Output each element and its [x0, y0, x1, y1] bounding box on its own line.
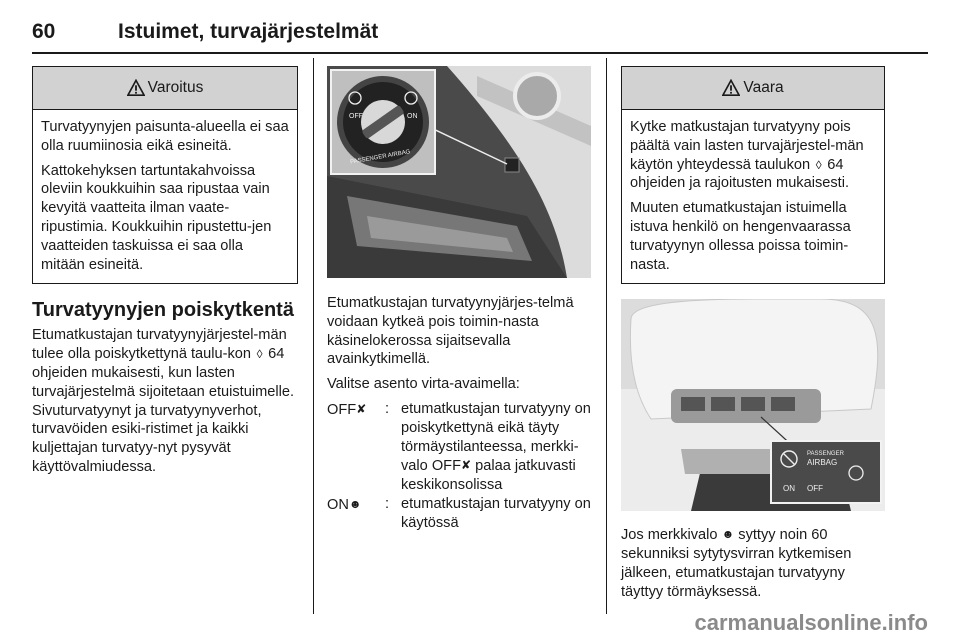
danger-triangle-icon [722, 79, 740, 97]
page-header [32, 0, 928, 54]
section-body-text: Etumatkustajan turvatyynyjärjestel-män tulee olla poiskytkettynä taulu-kon [32, 327, 287, 363]
definition-off: OFF✘ : etumatkustajan turvatyyny on poiskytkettynä eikä täyty törmäystilanteessa, merkki-valo OFF✘ palaa jatkuvasti keskikonsolissa [327, 400, 591, 494]
definition-term-text: ON [327, 496, 349, 513]
passenger-airbag-label: PASSENGER AIRBAG [349, 149, 411, 166]
definition-term-text: OFF [327, 401, 357, 418]
off-label: OFF [807, 484, 823, 494]
danger-paragraph: Kytke matkustajan turvatyyny pois päältä vain lasten turvajärjestel-män käytön yhteydessä taulukon ◊ 64 ohjeiden ja rajoitusten mukaisesti. [630, 119, 864, 192]
section-body-text: 64 ohjeiden mukaisesti, kun lasten turvajärjestelmä sijoitetaan etuistuimelle. Sivuturvatyynyt ja turvatyynyverhot, turvavöiden esiki-ristimet ja kaikki kuljettajan turvatyy-nyt pysyvät käyttövalmiudessa. [32, 346, 294, 475]
chapter-title: Istuimet, turvajärjestelmät [118, 20, 379, 43]
danger-paragraph: Muuten etumatkustajan istuimella istuva henkilö on hengenvaarassa turvatyynyn ollessa poissa toimin-nasta. [630, 200, 851, 273]
switch-off-label: OFF [349, 113, 363, 120]
column-right [621, 66, 885, 608]
figure-caption: Jos merkkivalo ☻ syttyy noin 60 sekunniksi sytytysvirran kytkemisen jälkeen, etumatkustajan turvatyyny täyttyy törmäyksessä. [621, 527, 852, 600]
airbag-on-icon: ☻ [721, 527, 735, 542]
column-divider [606, 58, 607, 614]
switch-on-label: ON [407, 113, 418, 120]
watermark: carmanualsonline.info [694, 610, 928, 635]
page-number: 60 [32, 20, 56, 43]
switch-intro: Valitse asento virta-avaimella: [327, 376, 520, 393]
danger-box [621, 66, 885, 284]
page-reference-icon: ◊ [815, 157, 822, 172]
definition-term [327, 495, 385, 533]
section-body [32, 326, 298, 476]
definition-desc: etumatkustajan turvatyyny on käytössä [401, 495, 591, 531]
definition-desc: etumatkustajan turvatyyny on poiskytkettynä eikä täyty törmäystilanteessa, merkki-valo OFF✘ palaa jatkuvasti keskikonsolissa [401, 400, 591, 494]
on-label: ON [783, 484, 795, 494]
definition-on: ON☻ : etumatkustajan turvatyyny on käytössä [327, 495, 591, 531]
figure-caption: Etumatkustajan turvatyynyjärjes-telmä voidaan kytkeä pois toimin-nasta käsinelokerossa sijaitsevalla avainkytkimellä. [327, 295, 574, 368]
airbag-label: AIRBAG [807, 458, 838, 468]
roof-console-photo [621, 299, 885, 511]
airbag-off-icon: ✘ [461, 458, 472, 473]
passenger-label: PASSENGER [807, 451, 844, 458]
definition-term [327, 400, 385, 495]
danger-title: Vaara [743, 79, 784, 96]
column-middle [327, 66, 591, 533]
section-heading: Turvatyynyjen poiskytkentä [32, 299, 294, 322]
warning-box [32, 66, 298, 284]
warning-header [33, 67, 297, 110]
warning-paragraph: Turvatyynyjen paisunta-alueella ei saa olla ruumiinosia eikä esineitä. [41, 119, 289, 154]
glovebox-photo [327, 66, 591, 278]
airbag-off-icon: ✘ [356, 401, 367, 416]
danger-header [622, 67, 884, 110]
column-left [32, 66, 298, 483]
warning-triangle-icon [127, 79, 145, 97]
airbag-on-icon: ☻ [348, 496, 362, 511]
warning-title: Varoitus [147, 79, 204, 96]
warning-paragraph: Kattokehyksen tartuntakahvoissa oleviin koukkuihin saa ripustaa vain kevyitä vaatteita ilman vaate-ripustimia. Koukkuihin ripustettu-jen vaatteiden taskuissa ei saa olla mitään esineitä. [41, 162, 272, 273]
column-divider [313, 58, 314, 614]
page-reference-icon: ◊ [256, 347, 263, 362]
